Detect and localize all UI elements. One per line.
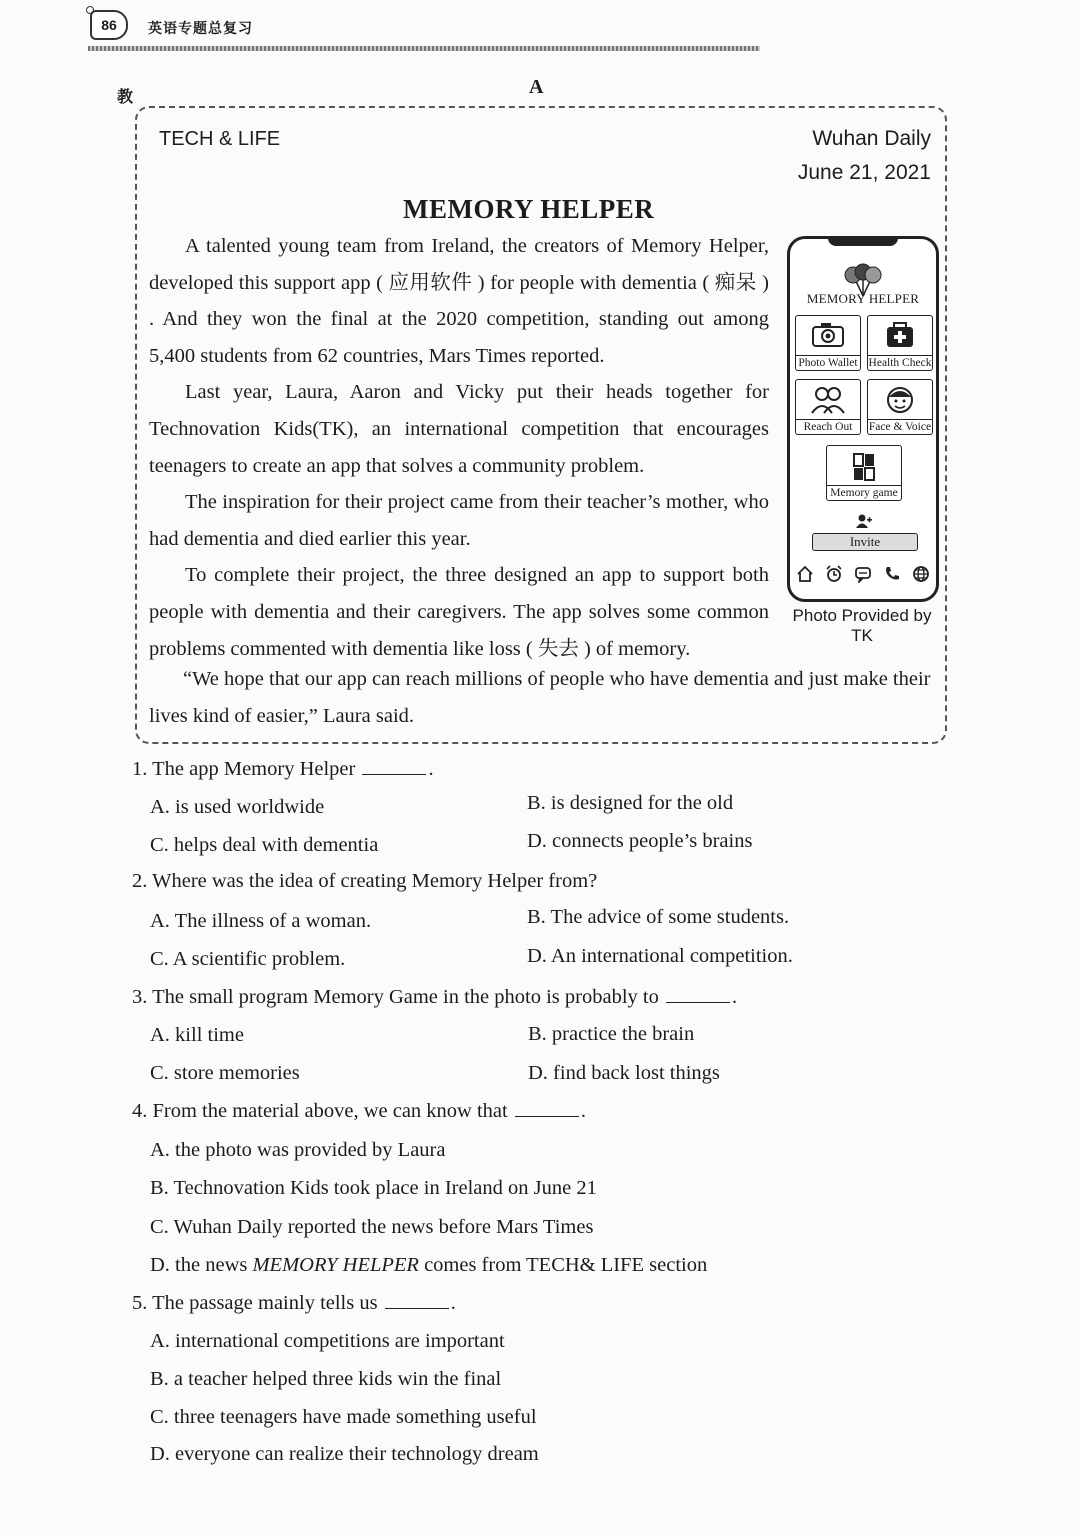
question-2: 2. Where was the idea of creating Memory Helper from? xyxy=(132,870,598,892)
add-user-icon xyxy=(856,514,872,528)
header-divider xyxy=(88,46,760,51)
option-1c[interactable]: C. helps deal with dementia xyxy=(150,834,379,856)
option-5d[interactable]: D. everyone can realize their technology dream xyxy=(150,1443,539,1465)
app-name: MEMORY HELPER xyxy=(806,291,920,306)
tile-face-voice[interactable] xyxy=(867,379,933,435)
globe-icon[interactable] xyxy=(912,565,930,583)
option-1b[interactable]: B. is designed for the old xyxy=(527,792,734,814)
paragraph: To complete their project, the three designed an app to support both people with dementia and their caregivers. The app solves some common problems commented with dementia like loss ( 失去 ) of memory. xyxy=(149,564,769,660)
page-header xyxy=(88,4,760,54)
option-4b[interactable]: B. Technovation Kids took place in Ireland on June 21 xyxy=(150,1177,597,1199)
quote-paragraph: “We hope that our app can reach millions of people who have dementia and just make their lives kind of easier,” Laura said. xyxy=(149,668,931,727)
alarm-icon[interactable] xyxy=(825,565,843,583)
question-end: . xyxy=(580,1100,586,1122)
option-4a[interactable]: A. the photo was provided by Laura xyxy=(150,1139,446,1161)
home-icon[interactable] xyxy=(796,565,814,583)
tile-label: Face & Voice xyxy=(868,421,932,433)
question-stem: 3. The small program Memory Game in the photo is probably to xyxy=(132,986,659,1008)
answer-blank[interactable] xyxy=(385,1292,449,1309)
option-text: comes from TECH& LIFE section xyxy=(424,1254,708,1276)
answer-blank[interactable] xyxy=(515,1100,579,1117)
option-5c[interactable]: C. three teenagers have made something useful xyxy=(150,1406,537,1428)
phone-bottom-bar xyxy=(796,565,930,583)
tile-reach-out[interactable] xyxy=(795,379,861,435)
option-3d[interactable]: D. find back lost things xyxy=(528,1062,720,1084)
answer-blank[interactable] xyxy=(666,986,730,1003)
paragraph: A talented young team from Ireland, the creators of Memory Helper, developed this support app ( 应用软件 ) for people with dementia ( 痴呆 ) . And they won the final at the 2020 competition, standing out among 5,400 students from 62 countries, Mars Times reported. xyxy=(149,235,769,367)
question-1 xyxy=(132,758,434,781)
section-letter: A xyxy=(529,76,544,98)
option-2a[interactable]: A. The illness of a woman. xyxy=(150,910,372,932)
camera-icon xyxy=(811,322,845,348)
newspaper-name: Wuhan Daily xyxy=(812,127,931,150)
answer-blank[interactable] xyxy=(362,758,426,775)
question-5 xyxy=(132,1292,456,1315)
option-3b[interactable]: B. practice the brain xyxy=(528,1023,695,1045)
question-3 xyxy=(132,986,737,1009)
side-mark: 教 xyxy=(117,87,134,106)
option-2c[interactable]: C. A scientific problem. xyxy=(150,948,346,970)
phone-icon[interactable] xyxy=(883,565,901,583)
option-2b[interactable]: B. The advice of some students. xyxy=(527,906,790,928)
tile-label: Photo Wallet xyxy=(796,355,860,369)
tile-label: Health Check xyxy=(868,357,932,369)
tile-photo-wallet[interactable] xyxy=(795,315,861,371)
option-5b[interactable]: B. a teacher helped three kids win the final xyxy=(150,1368,502,1390)
question-stem: 5. The passage mainly tells us xyxy=(132,1292,378,1314)
option-1d[interactable]: D. connects people’s brains xyxy=(527,830,753,852)
question-stem: 4. From the material above, we can know that xyxy=(132,1100,508,1122)
column-label: TECH & LIFE xyxy=(159,128,281,150)
option-2d[interactable]: D. An international competition. xyxy=(527,945,793,967)
dateline xyxy=(798,122,931,190)
question-end: . xyxy=(731,986,738,1008)
article-body xyxy=(149,228,769,667)
question-end: . xyxy=(450,1292,456,1314)
tile-health-check[interactable] xyxy=(867,315,933,371)
paragraph: Last year, Laura, Aaron and Vicky put their heads together for Technovation Kids(TK), an international competition that encourages teenagers to create an app that solves a community problem. xyxy=(149,381,769,477)
option-4d[interactable] xyxy=(150,1254,707,1277)
option-3a[interactable]: A. kill time xyxy=(150,1024,244,1046)
memory-cards-icon xyxy=(849,452,879,482)
article-quote xyxy=(149,661,939,735)
option-text: D. the news xyxy=(150,1254,248,1276)
face-icon xyxy=(885,386,915,414)
book-title: 英语专题总复习 xyxy=(148,21,253,37)
question-4 xyxy=(132,1100,586,1123)
tile-label: Memory game xyxy=(827,485,901,499)
people-icon xyxy=(810,386,846,414)
question-stem: 1. The app Memory Helper xyxy=(132,758,356,780)
publish-date: June 21, 2021 xyxy=(797,161,931,184)
option-5a[interactable]: A. international competitions are important xyxy=(150,1330,505,1352)
first-aid-kit-icon xyxy=(883,322,917,348)
option-1a[interactable]: A. is used worldwide xyxy=(150,796,325,818)
tile-label: Reach Out xyxy=(796,419,860,433)
invite-button[interactable]: Invite xyxy=(812,533,918,551)
chat-icon[interactable] xyxy=(854,565,872,583)
article-title: MEMORY HELPER xyxy=(403,194,655,224)
option-italic-title: MEMORY HELPER xyxy=(252,1254,419,1276)
question-end: . xyxy=(428,758,434,780)
page-number-badge: 86 xyxy=(90,10,128,40)
option-3c[interactable]: C. store memories xyxy=(150,1062,300,1084)
paragraph: The inspiration for their project came from their teacher’s mother, who had dementia and died earlier this year. xyxy=(149,491,769,550)
photo-caption: Photo Provided by TK xyxy=(792,606,932,645)
phone-notch xyxy=(828,236,898,246)
article-box xyxy=(135,106,947,744)
phone-mockup xyxy=(787,236,939,602)
option-4c[interactable]: C. Wuhan Daily reported the news before Mars Times xyxy=(150,1216,594,1238)
tile-memory-game[interactable] xyxy=(826,445,902,501)
